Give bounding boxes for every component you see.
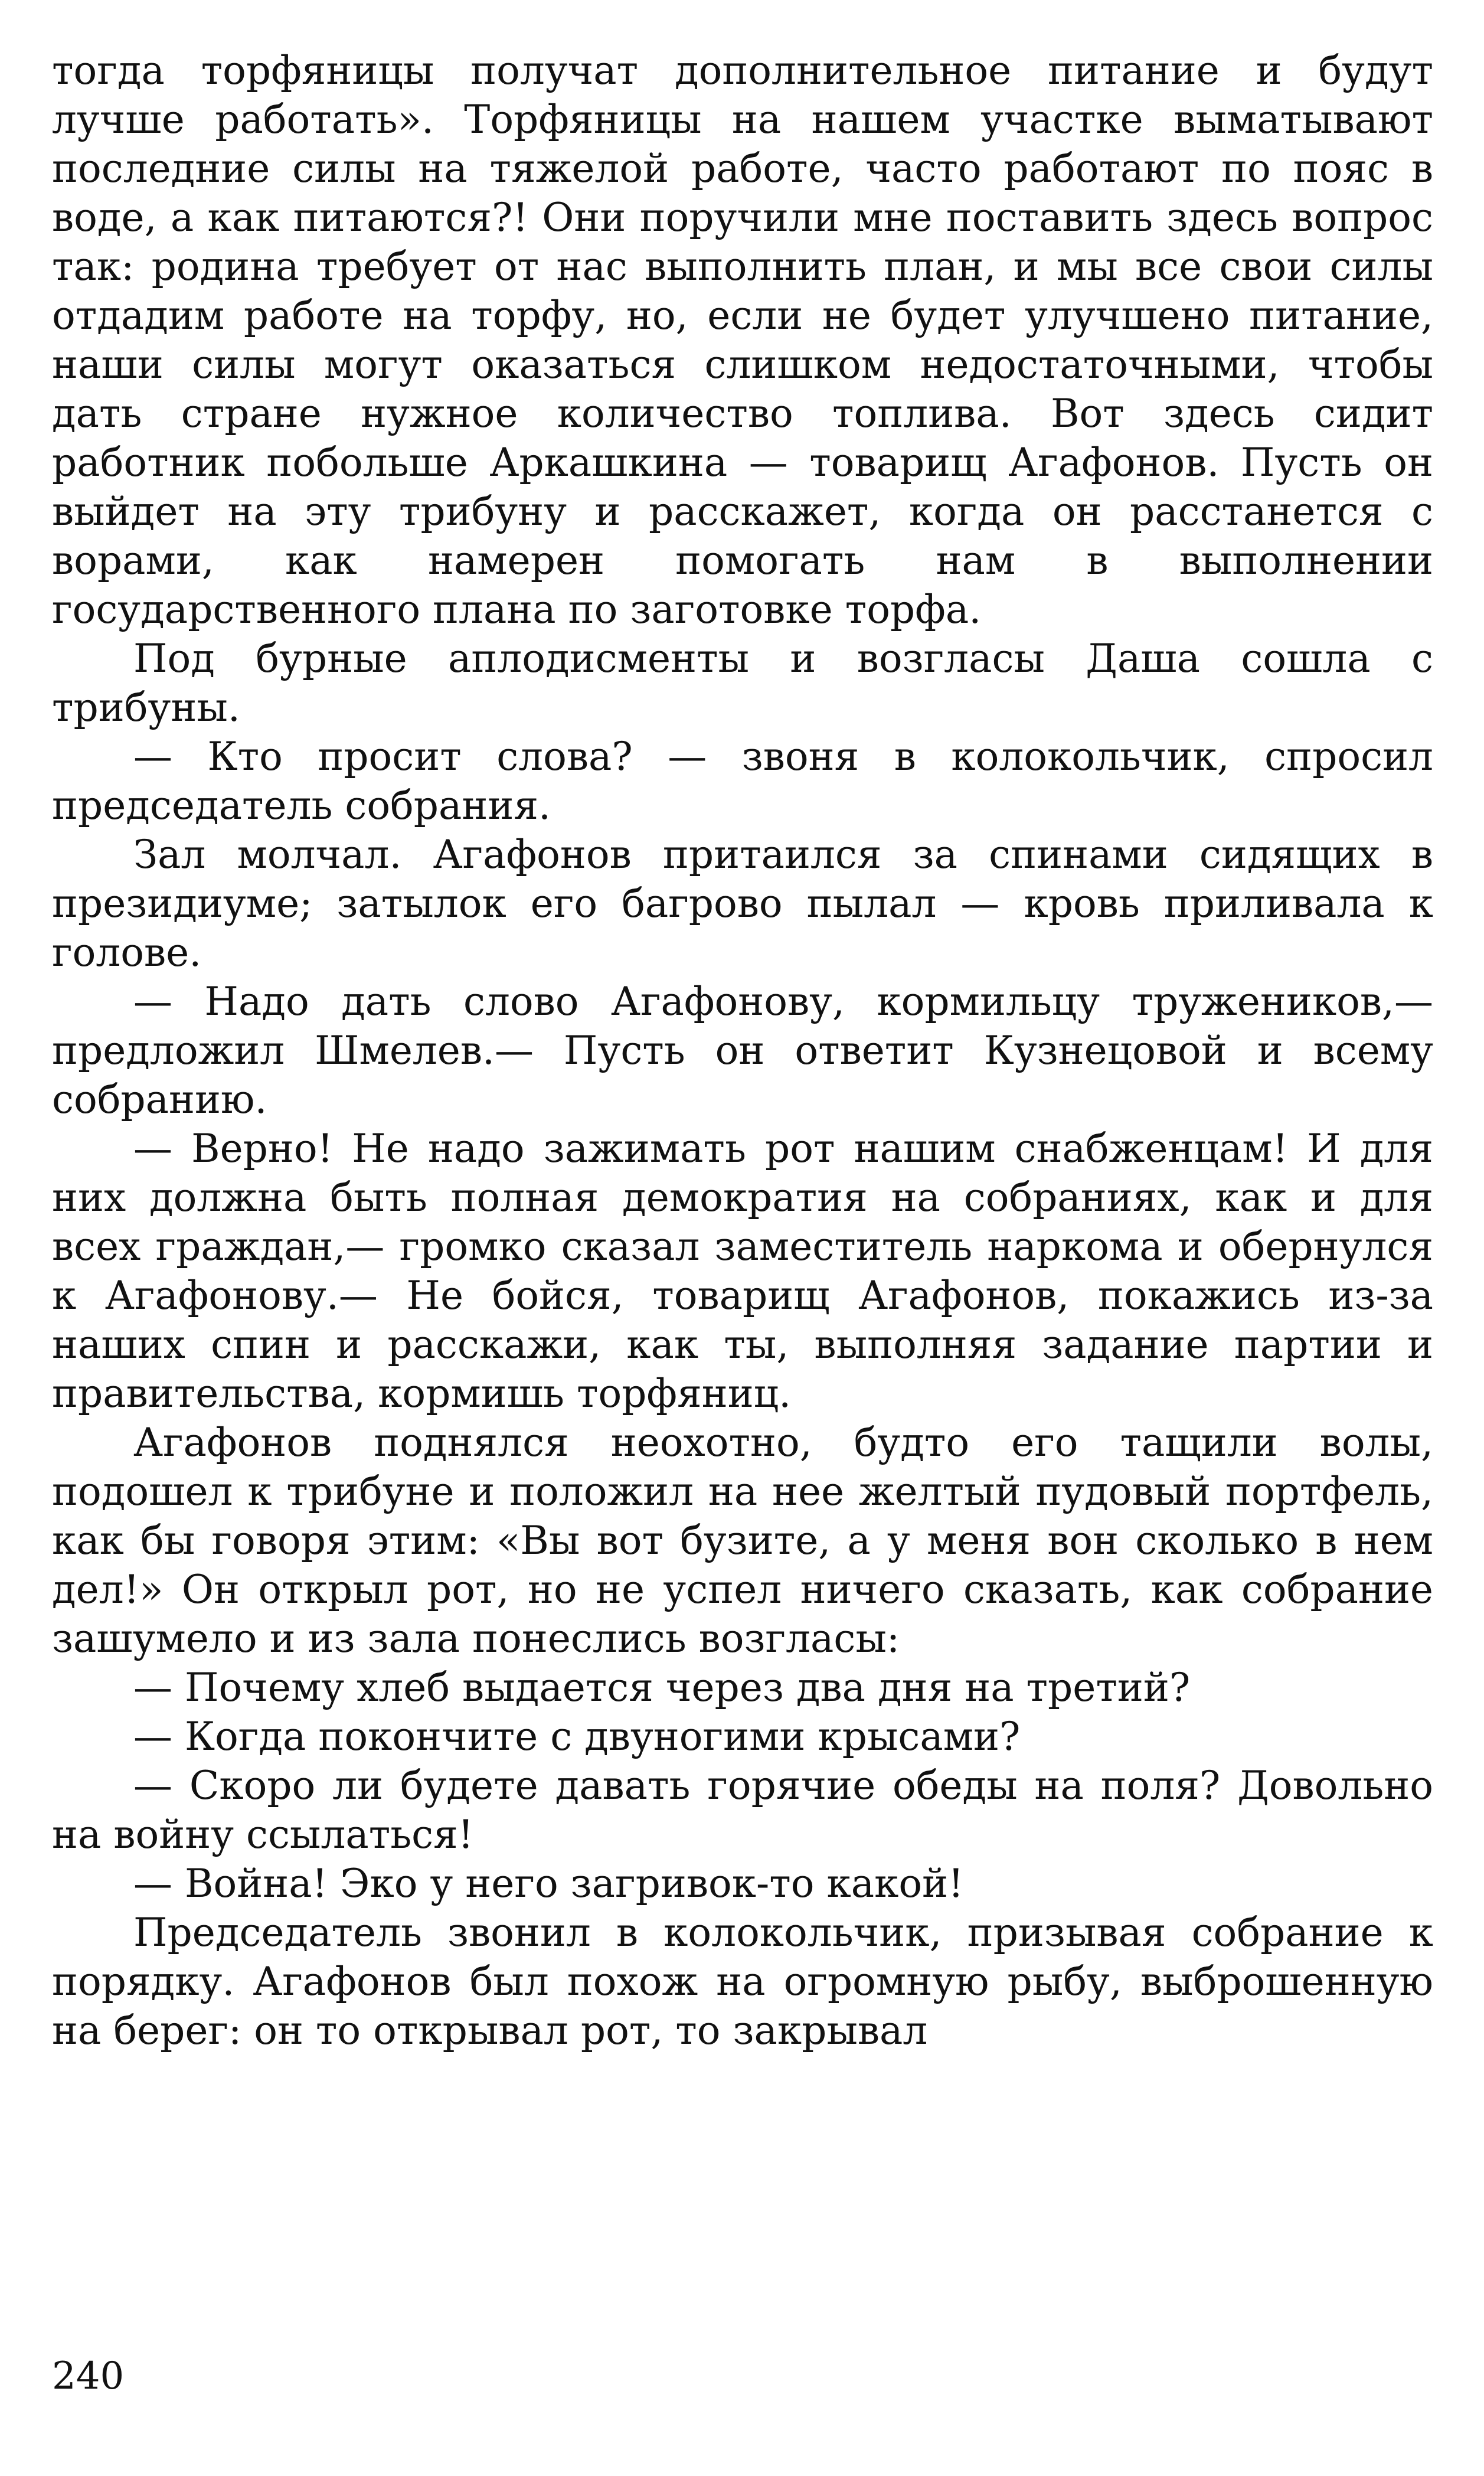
paragraph-3: — Кто просит слова? — звоня в колокольчик, спросил председатель собрания. <box>52 734 1433 828</box>
paragraph-12: Председатель звонил в колокольчик, призывая собрание к порядку. Агафонов был похож на огромную рыбу, выброшенную на берег: он то открывал рот, то закрывал <box>52 1910 1433 2053</box>
paragraph-9: — Когда покончите с двуногими крысами? <box>133 1714 1021 1759</box>
paragraph-11: — Война! Эко у него загривок-то какой! <box>133 1861 964 1906</box>
paragraph-10: — Скоро ли будете давать горячие обеды на поля? Довольно на войну ссылаться! <box>52 1763 1433 1857</box>
page-body <box>52 46 1433 2055</box>
paragraph-8: — Почему хлеб выдается через два дня на третий? <box>133 1665 1191 1710</box>
paragraph-5: — Надо дать слово Агафонову, кормильцу тружеников,— предложил Шмелев.— Пусть он ответит Кузнецовой и всему собранию. <box>52 979 1433 1122</box>
paragraph-6: — Верно! Не надо зажимать рот нашим снабженцам! И для них должна быть полная демократия на собраниях, как и для всех граждан,— громко сказал заместитель наркома и обернулся к Агафонову.— Не бойся, товарищ Агафонов, покажись из-за наших спин и расскажи, как ты, выполняя задание партии и правительства, кормишь торфяниц. <box>52 1126 1433 1416</box>
paragraph-1: тогда торфяницы получат дополнительное питание и будут лучше работать». Торфяницы на нашем участке выматывают последние силы на тяжелой работе, часто работают по пояс в воде, а как питаются?! Они поручили мне поставить здесь вопрос так: родина требует от нас выполнить план, и мы все свои силы отдадим работе на торфу, но, если не будет улучшено питание, наши силы могут оказаться слишком недостаточными, чтобы дать стране нужное количество топлива. Вот здесь сидит работник побольше Аркашкина — товарищ Агафонов. Пусть он выйдет на эту трибуну и расскажет, когда он расстанется с ворами, как намерен помогать нам в выполнении государственного плана по заготовке торфа. <box>52 48 1433 632</box>
paragraph-7: Агафонов поднялся неохотно, будто его тащили волы, подошел к трибуне и положил на нее желтый пудовый портфель, как бы говоря этим: «Вы вот бузите, а у меня вон сколько в нем дел!» Он открыл рот, но не успел ничего сказать, как собрание зашумело и из зала понеслись возгласы: <box>52 1420 1433 1661</box>
paragraph-2: Под бурные аплодисменты и возгласы Даша сошла с трибуны. <box>52 636 1433 730</box>
page-number: 240 <box>52 2354 125 2398</box>
paragraph-4: Зал молчал. Агафонов притаился за спинами сидящих в президиуме; затылок его багрово пылал — кровь приливала к голове. <box>52 832 1433 975</box>
